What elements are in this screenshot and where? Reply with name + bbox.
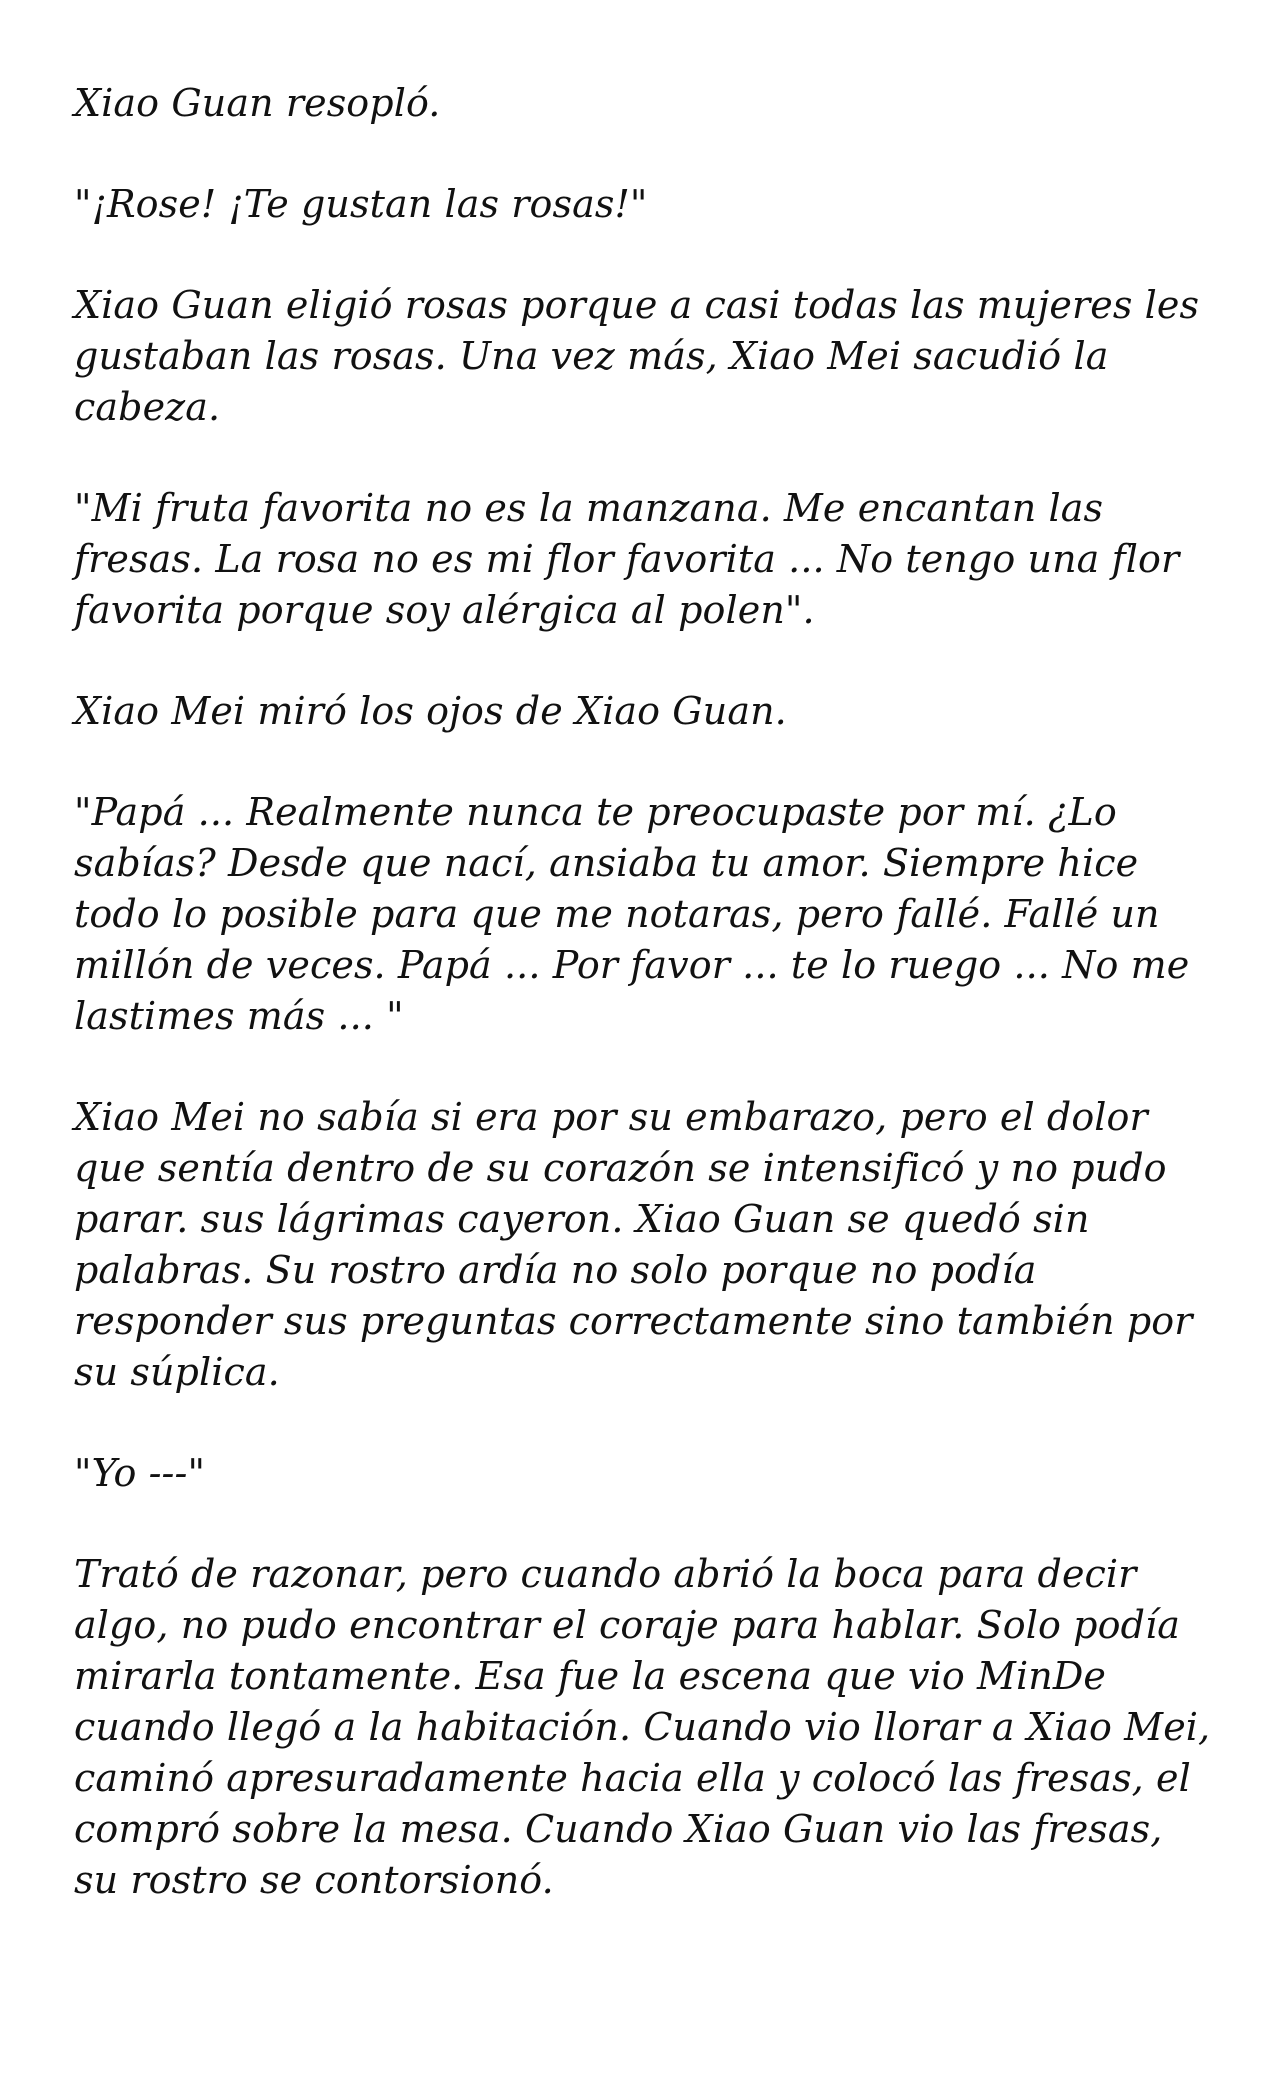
- paragraph: Xiao Guan eligió rosas porque a casi todas las mujeres les gustaban las rosas. Una vez más, Xiao Mei sacudió la cabeza.: [74, 283, 1200, 429]
- story-text: [74, 78, 1214, 1956]
- paragraph: "Papá ... Realmente nunca te preocupaste por mí. ¿Lo sabías? Desde que nací, ansiaba tu amor. Siempre hice todo lo posible para que me notaras, pero fallé. Fallé un millón de veces. Papá ... Por favor ... te lo ruego ... No me lastimes más ... ": [74, 790, 1190, 1038]
- paragraph: "¡Rose! ¡Te gustan las rosas!": [74, 182, 648, 226]
- paragraph: Xiao Guan resopló.: [74, 81, 441, 125]
- paragraph: "Yo ---": [74, 1451, 206, 1495]
- paragraph: Xiao Mei miró los ojos de Xiao Guan.: [74, 689, 787, 733]
- paragraph: Trató de razonar, pero cuando abrió la boca para decir algo, no pudo encontrar el coraje para hablar. Solo podía mirarla tontamente. Esa fue la escena que vio MinDe cuando llegó a la habitación. Cuando vio llorar a Xiao Mei, caminó apresuradamente hacia ella y colocó las fresas, el compró sobre la mesa. Cuando Xiao Guan vio las fresas, su rostro se contorsionó.: [74, 1552, 1211, 1902]
- paragraph: "Mi fruta favorita no es la manzana. Me encantan las fresas. La rosa no es mi flor favorita ... No tengo una flor favorita porque soy alérgica al polen".: [74, 486, 1180, 632]
- paragraph: Xiao Mei no sabía si era por su embarazo, pero el dolor que sentía dentro de su corazón se intensificó y no pudo parar. sus lágrimas cayeron. Xiao Guan se quedó sin palabras. Su rostro ardía no solo porque no podía responder sus preguntas correctamente sino también por su súplica.: [74, 1095, 1193, 1394]
